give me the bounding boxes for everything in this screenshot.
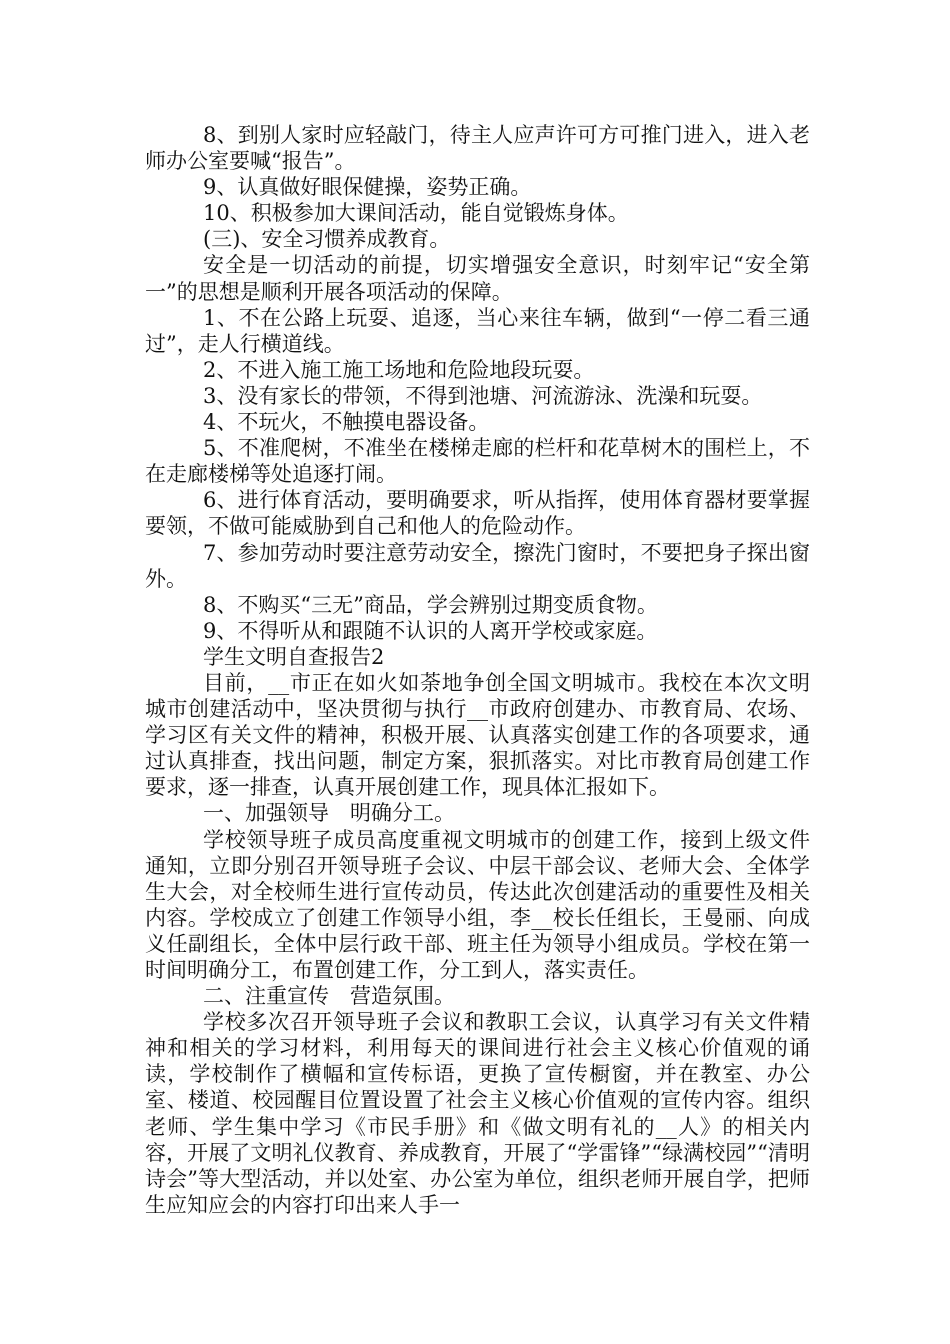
report-2-title: 学生文明自查报告2 bbox=[203, 644, 385, 669]
paragraph-safety-2: 2、不进入施工施工场地和危险地段玩耍。 bbox=[203, 357, 595, 382]
paragraph-leadership: 学校领导班子成员高度重视文明城市的创建工作，接到上级文件通知，立即分别召开领导班子会议、中层干部会议、老师大会、全体学生大会，对全校师生进行宣传动员，传达此次创建活动的重要性及相关内容。学校成立了创建工作领导小组，李__校长任组长，王曼丽、向成义任副组长，全体中层行政干部、班主任为领导小组成员。学校在第一时间明确分工，布置创建工作，分工到人，落实责任。 bbox=[145, 827, 810, 982]
paragraph-rule-9-eye-exercise: 9、认真做好眼保健操，姿势正确。 bbox=[203, 175, 532, 200]
paragraph-safety-4: 4、不玩火，不触摸电器设备。 bbox=[203, 410, 490, 435]
paragraph-rule-8-knock: 8、到别人家时应轻敲门，待主人应声许可方可推门进入，进入老师办公室要喊“报告”。 bbox=[145, 123, 810, 174]
paragraph-safety-8: 8、不购买“三无”商品，学会辨别过期变质食物。 bbox=[203, 592, 658, 617]
section-heading-leadership: 一、加强领导 明确分工。 bbox=[203, 801, 455, 826]
paragraph-safety-7: 7、参加劳动时要注意劳动安全，擦洗门窗时，不要把身子探出窗外。 bbox=[145, 540, 810, 591]
paragraph-safety-9: 9、不得听从和跟随不认识的人离开学校或家庭。 bbox=[203, 618, 658, 643]
paragraph-publicity: 学校多次召开领导班子会议和教职工会议，认真学习有关文件精神和相关的学习材料，利用每天的课间进行社会主义核心价值观的诵读，学校制作了横幅和宣传标语，更换了宣传橱窗，并在教室、办公室、楼道、校园醒目位置设置了社会主义核心价值观的宣传内容。组织老师、学生集中学习《市民手册》和《做文明有礼的__人》的相关内容，开展了文明礼仪教育、养成教育，开展了“学雷锋”“绿满校园”“清明诗会”等大型活动，并以处室、办公室为单位，组织老师开展自学，把师生应知应会的内容打印出来人手一 bbox=[145, 1010, 810, 1217]
document-body bbox=[145, 122, 810, 1218]
section-heading-publicity: 二、注重宣传 营造氛围。 bbox=[203, 984, 455, 1009]
paragraph-safety-intro: 安全是一切活动的前提，切实增强安全意识，时刻牢记“安全第一”的思想是顺利开展各项活动的保障。 bbox=[145, 253, 810, 304]
paragraph-safety-1: 1、不在公路上玩耍、追逐，当心来往车辆，做到“一停二看三通过”，走人行横道线。 bbox=[145, 305, 810, 356]
paragraph-rule-10-recess: 10、积极参加大课间活动，能自觉锻炼身体。 bbox=[203, 201, 629, 226]
section-heading-safety: (三)、安全习惯养成教育。 bbox=[203, 227, 451, 252]
paragraph-report-intro: 目前，__市正在如火如荼地争创全国文明城市。我校在本次文明城市创建活动中，坚决贯彻与执行__市政府创建办、市教育局、农场、学习区有关文件的精神，积极开展、认真落实创建工作的各项要求，通过认真排查，找出问题，制定方案，狠抓落实。对比市教育局创建工作要求，逐一排查，认真开展创建工作，现具体汇报如下。 bbox=[145, 670, 810, 800]
paragraph-safety-3: 3、没有家长的带领，不得到池塘、河流游泳、洗澡和玩耍。 bbox=[203, 383, 763, 408]
paragraph-safety-5: 5、不准爬树，不准坐在楼梯走廊的栏杆和花草树木的围栏上，不在走廊楼梯等处追逐打闹。 bbox=[145, 436, 810, 487]
paragraph-safety-6: 6、进行体育活动，要明确要求，听从指挥，使用体育器材要掌握要领，不做可能威胁到自己和他人的危险动作。 bbox=[145, 488, 810, 539]
